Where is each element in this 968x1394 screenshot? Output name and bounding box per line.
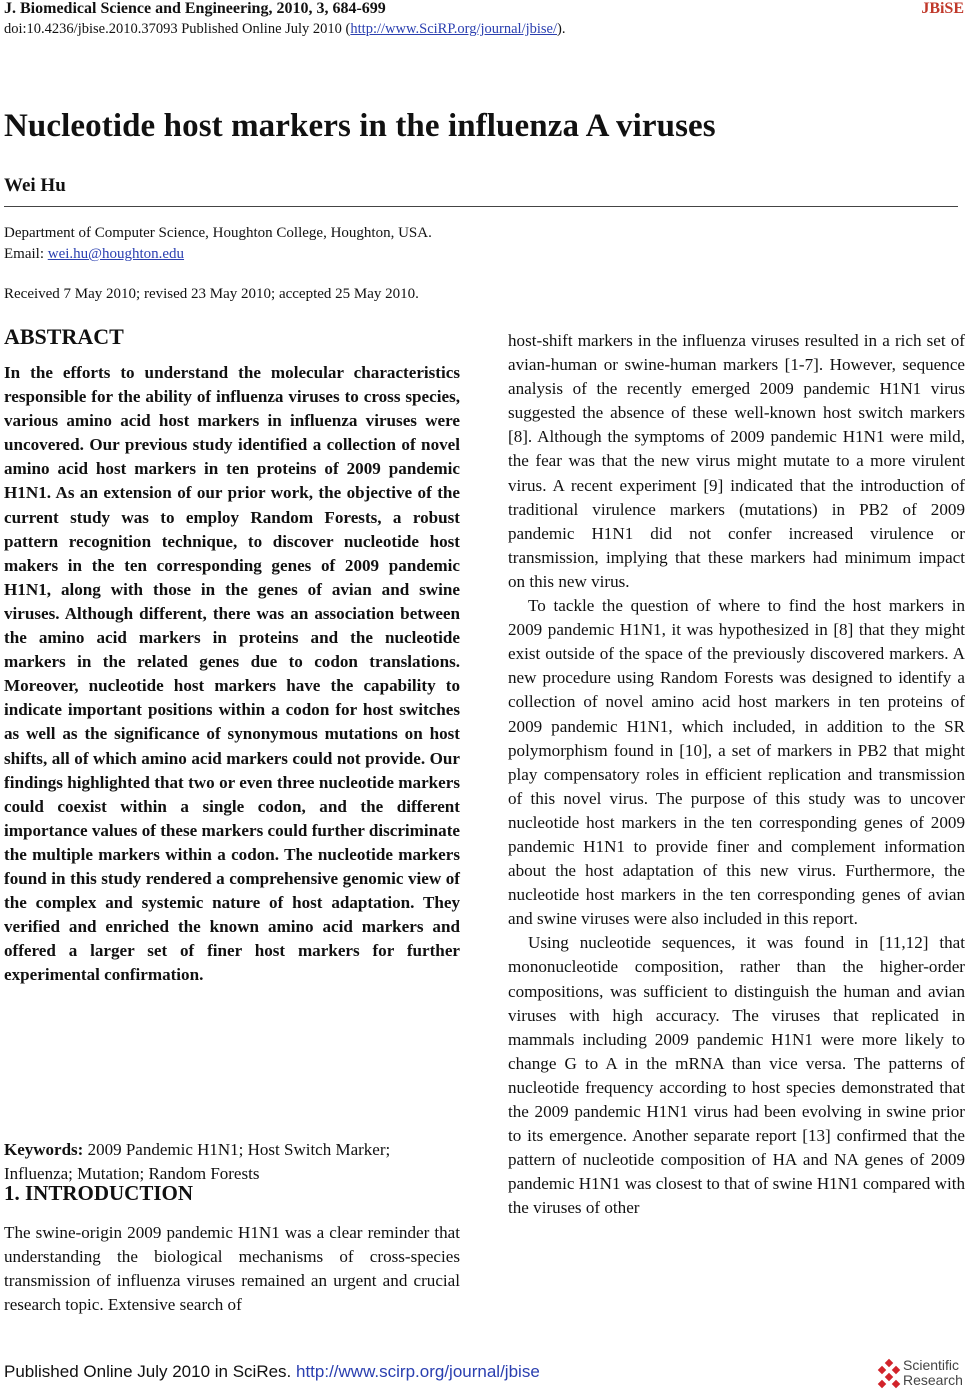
keywords-text: 2009 Pandemic H1N1; Host Switch Marker; Influenza; Mutation; Random Forests — [4, 1140, 391, 1183]
journal-link[interactable]: http://www.SciRP.org/journal/jbise/ — [350, 21, 558, 37]
doi-end: ). — [557, 21, 566, 37]
paragraph-3: Using nucleotide sequences, it was found in [11,12] that mononucleotide composition, rather than the higher-order compositions, was sufficient to distinguish the human and avian viruses with high accuracy. The viruses that replicated in mammals including 2009 pandemic H1N1 were more likely to change G to A in the mRNA than vice versa. The patterns of nucleotide frequency according to host species demonstrated that the 2009 pandemic H1N1 virus had been evolving in swine prior to its emergence. Another separate report [13] confirmed that the pattern of nucleotide composition of HA and NA genes of 2009 pandemic H1N1 was closest to that of swine H1N1 compared with the viruses of other — [508, 933, 965, 1218]
journal-brand: JBiSE — [921, 0, 964, 17]
abstract-text: In the efforts to understand the molecular characteristics responsible for the ability of influenza viruses to cross species, various amino acid host markers in influenza viruses were uncovered. Our previous study identified a collection of novel amino acid host markers in ten proteins of 2009 pandemic H1N1. As an extension of our prior work, the objective of the current study was to employ Random Forests, a robust pattern recognition technique, to discover nucleotide host makers in the ten corresponding genes of 2009 pandemic H1N1, along with those in the genes of avian and swine viruses. Although different, there was an association between the amino acid markers in proteins and the nucleotide markers in the related genes due to codon translations. Moreover, nucleotide host markers have the capability to indicate important positions within a codon for host switches as well as the significance of synonymous mutations on host shifts, all of which amino acid markers could not provide. Our findings highlighted that two or even three nucleotide markers could coexist within a single codon, and the different importance values of these markers could further discriminate the multiple markers within a codon. The nucleotide markers found in this study rendered a comprehensive genomic view of the complex and systemic nature of host adaptation. They verified and enriched the known amino acid markers and offered a larger set of finer host markers for further experimental confirmation. — [4, 363, 460, 985]
affiliation: Department of Computer Science, Houghton College, Houghton, USA. — [4, 225, 432, 241]
paragraph-2: To tackle the question of where to find the host markers in 2009 pandemic H1N1, it was hypothesized in [8] that they might exist outside of the space of the previously discovered markers. A new procedure using Random Forests was designed to identify a collection of novel amino acid host markers in ten proteins of 2009 pandemic H1N1, which included, in addition to the SR polymorphism found in [10], a set of markers in PB2 that might play compensatory roles in efficient replication and transmission of this novel virus. The purpose of this study was to uncover nucleotide host markers in the ten corresponding genes of 2009 pandemic H1N1 to provide finer and complement information about the host adaptation of this new virus. Furthermore, the nucleotide host markers in the ten corresponding genes of avian and swine viruses were also included in this report. — [508, 596, 965, 929]
doi-text: doi:10.4236/jbise.2010.37093 Published Online July 2010 ( — [4, 21, 351, 37]
footer-link[interactable]: http://www.scirp.org/journal/jbise — [296, 1362, 540, 1381]
doi-line — [4, 21, 566, 38]
logo-line-2: Research — [903, 1372, 963, 1388]
header-divider — [4, 206, 958, 207]
scientific-research-logo-icon — [876, 1358, 902, 1392]
received-dates: Received 7 May 2010; revised 23 May 2010; accepted 25 May 2010. — [4, 286, 419, 302]
keywords-label: Keywords: — [4, 1140, 84, 1159]
logo-line-1: Scientific — [903, 1357, 960, 1373]
introduction-text: The swine-origin 2009 pandemic H1N1 was a clear reminder that understanding the biological mechanisms of cross-species transmission of influenza viruses remained an urgent and crucial research topic. Extensive search of — [4, 1223, 460, 1315]
introduction-heading: 1. INTRODUCTION — [4, 1181, 194, 1205]
journal-citation: J. Biomedical Science and Engineering, 2010, 3, 684-699 — [4, 0, 386, 17]
author-name: Wei Hu — [4, 175, 66, 196]
email-link[interactable]: wei.hu@houghton.edu — [47, 246, 185, 262]
paper-title: Nucleotide host markers in the influenza A viruses — [4, 108, 716, 144]
footer-text: Published Online July 2010 in SciRes. — [4, 1362, 296, 1381]
abstract-heading: ABSTRACT — [4, 324, 124, 349]
email-line — [4, 246, 184, 263]
logo-text — [903, 1358, 963, 1388]
publisher-logo — [876, 1356, 968, 1394]
paragraph-1: host-shift markers in the influenza viruses resulted in a rich set of avian-human or swine-human markers [1-7]. However, sequence analysis of the recently emerged 2009 pandemic H1N1 virus suggested the absence of these well-known host switch markers [8]. Although the symptoms of 2009 pandemic H1N1 were mild, the fear was that the new virus might mutate to a more virulent virus. A recent experiment [9] indicated that the introduction of traditional virulence markers (mutations) in PB2 of 2009 pandemic H1N1 did not confer increased virulence or transmission, implying that these markers had minimum impact on this new virus. — [508, 331, 965, 591]
footer — [4, 1362, 540, 1382]
email-label: Email: — [4, 246, 48, 262]
keywords — [4, 1138, 460, 1186]
right-column — [508, 329, 965, 1220]
